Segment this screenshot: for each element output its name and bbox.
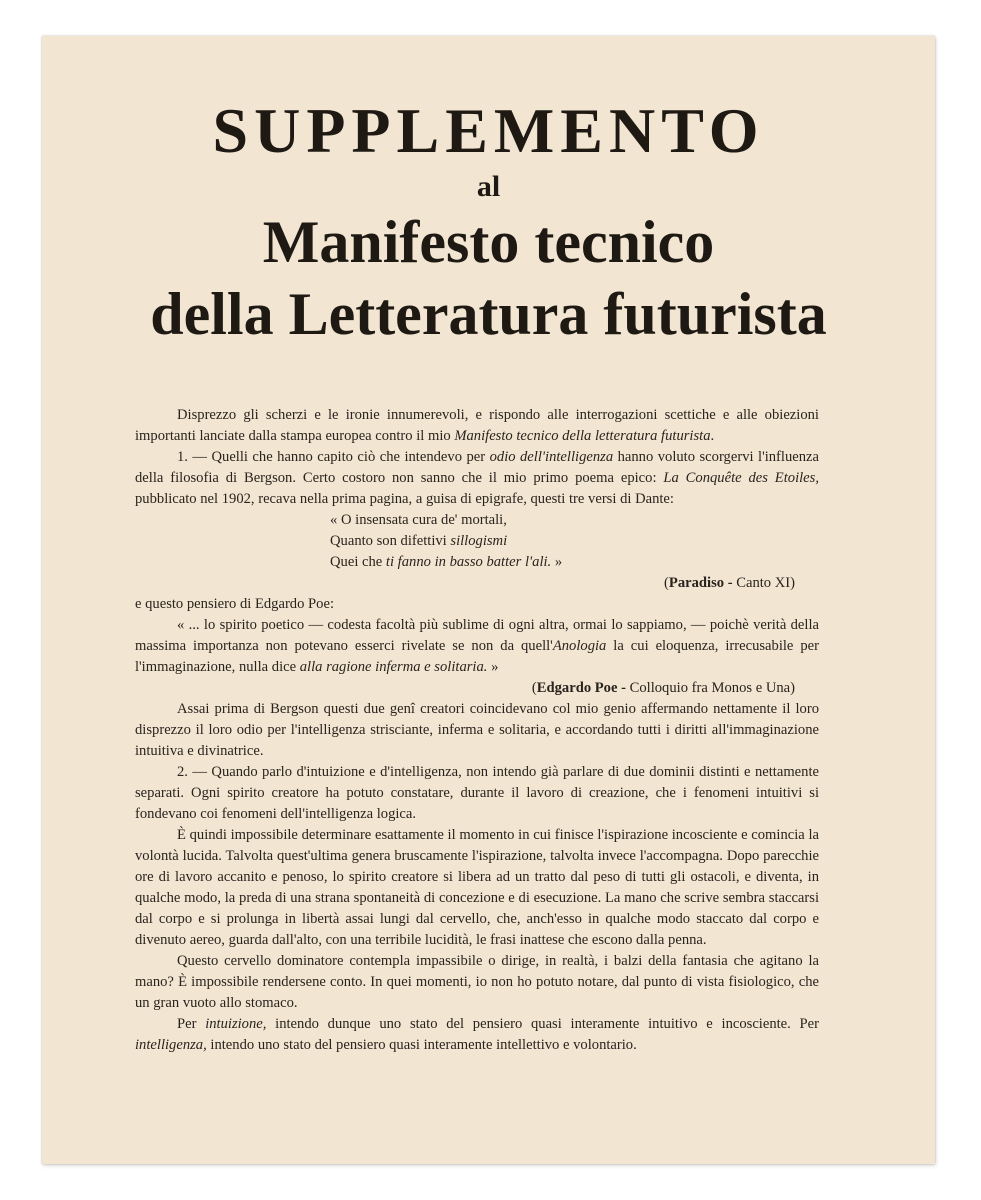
paragraph-intro [135, 405, 819, 447]
paragraph-poe-quote [135, 615, 819, 678]
text-span: » [551, 554, 563, 570]
paragraph-point-1 [135, 447, 819, 510]
document-page [42, 36, 935, 1164]
title-manifesto-tecnico: Manifesto tecnico [262, 209, 715, 275]
paragraph-bergson: Assai prima di Bergson questi due genî creatori coincidevano col mio genio affermando nettamente il loro disprezzo il loro odio per l'intelligenza strisciante, inferma e solitaria, e accordando tutti i diritti all'immaginazione intuitiva e divinatrice. [135, 701, 819, 759]
text-span: intendo dunque uno stato del pensiero quasi interamente intuitivo e incosciente. Per [266, 1016, 819, 1032]
text-span: la cui eloquenza, irrecusabile per l'immaginazione, nulla dice [135, 638, 819, 675]
text-span: » [487, 659, 499, 675]
italic-span: odio dell'intelligenza [489, 449, 614, 465]
title-letteratura-futurista: della Letteratura futurista [150, 281, 827, 347]
text-span: Disprezzo gli scherzi e le ironie innumerevoli, e rispondo alle interrogazioni scettiche e alle obiezioni importanti lanciate dalla stampa europea contro il mio [135, 407, 819, 444]
paragraph-cervello: Questo cervello dominatore contempla impassibile o dirige, in realtà, i balzi della fantasia che agitano la mano? È impossibile rendersene conto. In quei momenti, io non ho potuto notare, dal punto di vista fisiologico, che un gran vuoto allo stomaco. [135, 953, 819, 1011]
bold-span: Edgardo Poe - [536, 680, 626, 696]
verse-line-3 [330, 552, 819, 573]
text-span: « ... lo spirito poetico — codesta facoltà più sublime di ogni altra, ormai lo sappiamo, — poichè verità della massima importanza non potevano esserci rivelate se non da quell' [135, 617, 819, 654]
italic-span: Manifesto tecnico della letteratura futurista [454, 428, 711, 444]
body-text [135, 405, 819, 1056]
dante-verse [330, 510, 819, 573]
italic-span: ti fanno in basso batter l'ali. [385, 554, 552, 570]
italic-span: sillogismi [450, 533, 508, 549]
text-span: ( [531, 680, 537, 696]
text-span: Quanto son difettivi [330, 533, 451, 549]
text-span: hanno voluto scorgervi l'influenza della filosofia di Bergson. Certo costoro non sanno che il mio primo poema epico: [135, 449, 819, 486]
paragraph-point-2: 2. — Quando parlo d'intuizione e d'intelligenza, non intendo già parlare di due dominii distinti e nettamente separati. Ogni spirito creatore ha potuto constatare, durante il lavoro di creazione, che i fenomeni intuitivi si fondevano coi fenomeni dell'intelligenza logica. [135, 764, 819, 822]
paragraph-poe-intro: e questo pensiero di Edgardo Poe: [135, 596, 334, 612]
text-span: Canto XI) [732, 575, 795, 591]
title-al: al [476, 170, 501, 203]
text-span: Per [177, 1016, 206, 1032]
paragraph-intuizione [135, 1014, 819, 1056]
citation-poe [135, 678, 819, 699]
verse-line-2 [330, 531, 819, 552]
italic-span: alla ragione inferma e solitaria. [299, 659, 488, 675]
text-span: intendo uno stato del pensiero quasi interamente intellettivo e volontario. [206, 1037, 637, 1053]
italic-span: Anologia [552, 638, 607, 654]
bold-span: Paradiso - [668, 575, 733, 591]
text-span: . [710, 428, 715, 444]
text-span: pubblicato nel 1902, recava nella prima pagina, a guisa di epigrafe, questi tre versi di Dante: [135, 491, 674, 507]
verse-line-1: « O insensata cura de' mortali, [330, 512, 507, 528]
title-block [42, 96, 935, 350]
text-span: Colloquio fra Monos e Una) [625, 680, 795, 696]
text-span: 1. — Quelli che hanno capito ciò che intendevo per [177, 449, 490, 465]
text-span: ( [664, 575, 669, 591]
italic-span: intelligenza, [135, 1037, 207, 1053]
italic-span: La Conquête des Etoiles, [663, 470, 819, 486]
citation-paradiso [135, 573, 819, 594]
paragraph-ispirazione: È quindi impossibile determinare esattamente il momento in cui finisce l'ispirazione incosciente e comincia la volontà lucida. Talvolta quest'ultima genera bruscamente l'ispirazione, talvolta invece l'accompagna. Dopo parecchie ore di lavoro accanito e penoso, lo spirito creatore si libera ad un tratto dal peso di tutti gli ostacoli, e diventa, in qualche modo, la preda di una strana spontaneità di concezione e di esecuzione. La mano che scrive sembra staccarsi dal corpo e si prolunga in libertà assai lungi dal cervello, che, anch'esso in qualche modo staccato dal corpo e divenuto aereo, guarda dall'alto, con una terribile lucidità, le frasi inattese che escono dalla penna. [135, 827, 819, 948]
title-supplemento: SUPPLEMENTO [212, 95, 765, 166]
text-span: Quei che [330, 554, 386, 570]
italic-span: intuizione, [205, 1016, 267, 1032]
